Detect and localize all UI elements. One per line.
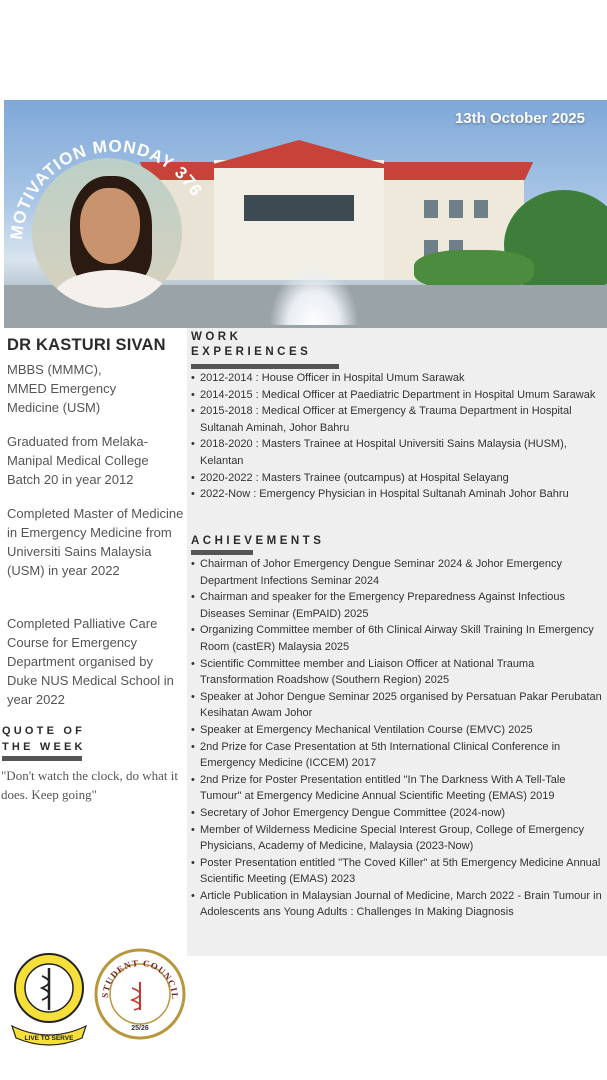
qualification-line: MBBS (MMMC), xyxy=(7,362,102,377)
logo-motto: LIVE TO SERVE xyxy=(24,1035,74,1042)
student-council-logo xyxy=(94,948,186,1040)
doctor-name: DR KASTURI SIVAN xyxy=(7,336,166,354)
date-label: 13th October 2025 xyxy=(454,110,585,127)
achievement-item: • Poster Presentation entitled "The Coved Killer" at 5th Emergency Medicine Annual Scientific Meeting (EMAS) 2023 xyxy=(191,855,603,888)
achievement-item: • Member of Wilderness Medicine Special Interest Group, College of Emergency Physicians, Academy of Medicine, Malaysia (2023-Now) xyxy=(191,822,603,855)
window xyxy=(474,200,488,218)
medical-association-logo xyxy=(8,948,90,1048)
work-list xyxy=(191,370,603,503)
achievement-item: • Chairman and speaker for the Emergency Preparedness Against Infectious Diseases Seminar (EmPAID) 2025 xyxy=(191,589,603,622)
poster xyxy=(1,100,607,1042)
qualification-line: Medicine (USM) xyxy=(7,400,101,415)
achievement-item: • 2nd Prize for Poster Presentation entitled "In The Darkness With A Tell-Tale Tumour" at Emergency Medicine Annual Scientific Meeting (EMAS) 2019 xyxy=(191,772,603,805)
quote-heading xyxy=(2,723,86,755)
work-item: • 2014-2015 : Medical Officer at Paediatric Department in Hospital Umum Sarawak xyxy=(191,387,603,404)
window xyxy=(449,200,463,218)
work-heading-line: EXPERIENCES xyxy=(191,346,312,358)
quote-text: "Don't watch the clock, do what it does. Keep going" xyxy=(1,768,178,802)
logo-ring-text: STUDENT COUNCIL xyxy=(99,957,181,1000)
work-item: • 2020-2022 : Masters Trainee (outcampus) at Hospital Selayang xyxy=(191,470,603,487)
achievement-item: • Article Publication in Malaysian Journal of Medicine, March 2022 - Brain Tumour in Adolescents ans Young Adults : Challenges In Making Diagnosis xyxy=(191,888,603,921)
quote-heading-line: THE WEEK xyxy=(2,741,86,753)
shrubs xyxy=(414,250,534,290)
quote-heading-line: QUOTE OF xyxy=(2,725,86,737)
window xyxy=(424,200,438,218)
motivation-monday-arc xyxy=(4,100,234,328)
logo-year: 25/26 xyxy=(131,1025,149,1032)
achievements-heading: ACHIEVEMENTS xyxy=(191,535,325,547)
motivation-monday-title: MOTIVATION MONDAY 376 xyxy=(6,136,207,241)
work-item: • 2012-2014 : House Officer in Hospital Umum Sarawak xyxy=(191,370,603,387)
achievement-item: • Secretary of Johor Emergency Dengue Committee (2024-now) xyxy=(191,805,603,822)
experience-column xyxy=(187,328,607,956)
achievement-item: • Scientific Committee member and Liaison Officer at National Trauma Transformation Roadshow (Southern Region) 2025 xyxy=(191,656,603,689)
qualifications xyxy=(7,360,185,417)
quote-underline xyxy=(2,756,82,761)
work-item: • 2022-Now : Emergency Physician in Hospital Sultanah Aminah Johor Bahru xyxy=(191,486,603,503)
work-item: • 2018-2020 : Masters Trainee at Hospital Universiti Sains Malaysia (HUSM), Kelantan xyxy=(191,436,603,469)
achievement-item: • Speaker at Johor Dengue Seminar 2025 organised by Persatuan Pakar Perubatan Kesihatan Awam Johor xyxy=(191,689,603,722)
window xyxy=(244,195,354,221)
achievement-item: • 2nd Prize for Case Presentation at 5th International Clinical Conference in Emergency Medicine (ICCEM) 2017 xyxy=(191,739,603,772)
achievements-list xyxy=(191,556,603,921)
qualification-line: MMED Emergency xyxy=(7,381,117,396)
bio-masters: Completed Master of Medicine in Emergency Medicine from Universiti Sains Malaysia (USM) in year 2022 xyxy=(7,506,184,578)
bio-palliative: Completed Palliative Care Course for Emergency Department organised by Duke NUS Medical School in year 2022 xyxy=(7,616,174,707)
achievements-heading-bar xyxy=(191,550,253,555)
achievement-item: • Organizing Committee member of 6th Clinical Airway Skill Training In Emergency Room (castER) Malaysia 2025 xyxy=(191,622,603,655)
header-banner xyxy=(4,100,607,328)
bio-graduation: Graduated from Melaka-Manipal Medical College Batch 20 in year 2012 xyxy=(7,434,149,487)
work-item: • 2015-2018 : Medical Officer at Emergency & Trauma Department in Hospital Sultanah Aminah, Johor Bahru xyxy=(191,403,603,436)
work-heading-bar xyxy=(191,364,339,369)
fountain xyxy=(269,265,359,325)
work-heading xyxy=(191,330,311,360)
achievement-item: • Chairman of Johor Emergency Dengue Seminar 2024 & Johor Emergency Department Infections Seminar 2024 xyxy=(191,556,603,589)
work-heading-line: WORK xyxy=(191,331,242,343)
achievement-item: • Speaker at Emergency Mechanical Ventilation Course (EMVC) 2025 xyxy=(191,722,603,739)
